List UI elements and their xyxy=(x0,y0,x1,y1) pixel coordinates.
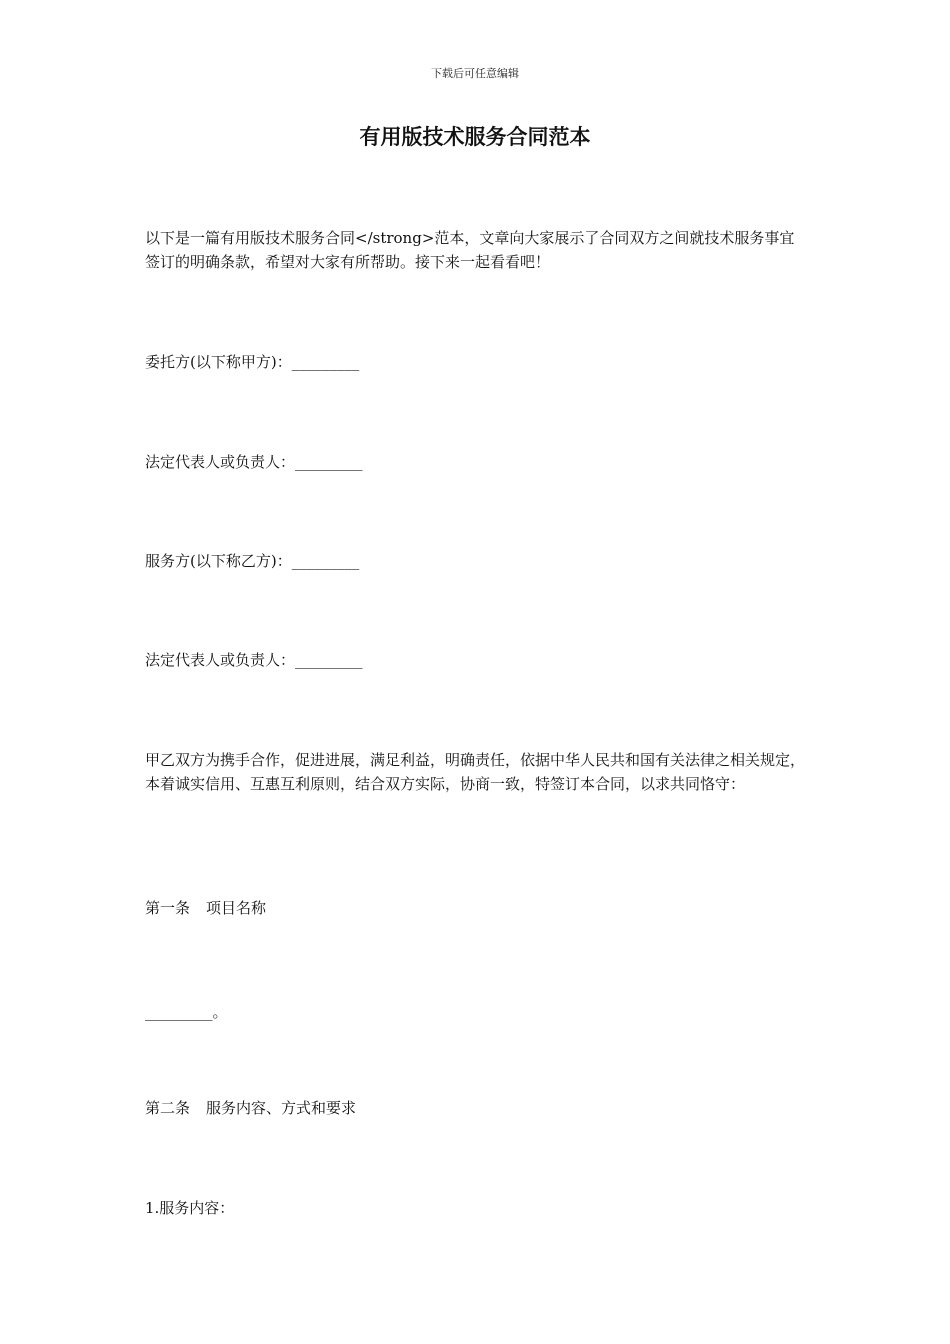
article-2-heading xyxy=(145,1096,805,1120)
party-b-line: 服务方(以下称乙方)：_________ xyxy=(145,552,360,570)
article-1-number: 第一条 xyxy=(145,899,191,917)
article-1-heading xyxy=(145,896,805,920)
party-b-representative-line: 法定代表人或负责人：_________ xyxy=(145,651,363,669)
service-content-item: 1.服务内容： xyxy=(145,1199,235,1217)
article-1-title: 项目名称 xyxy=(206,899,267,917)
document-title: 有用版技术服务合同范本 xyxy=(359,124,591,149)
article-2-title: 服务内容、方式和要求 xyxy=(206,1099,357,1117)
preamble-paragraph: 甲乙双方为携手合作，促进进展，满足利益，明确责任，依据中华人民共和国有关法律之相关规定，本着诚实信用、互惠互利原则，结合双方实际，协商一致，特签订本合同，以求共同恪守： xyxy=(145,751,806,793)
article-1-value: _________。 xyxy=(145,1003,228,1021)
header-note: 下载后可任意编辑 xyxy=(431,67,519,80)
article-2-number: 第二条 xyxy=(145,1099,191,1117)
party-a-representative-line: 法定代表人或负责人：_________ xyxy=(145,453,363,471)
intro-paragraph: 以下是一篇有用版技术服务合同</strong>范本，文章向大家展示了合同双方之间就技术服务事宜签订的明确条款，希望对大家有所帮助。接下来一起看看吧！ xyxy=(145,229,795,271)
party-a-line: 委托方(以下称甲方)：_________ xyxy=(145,353,360,371)
